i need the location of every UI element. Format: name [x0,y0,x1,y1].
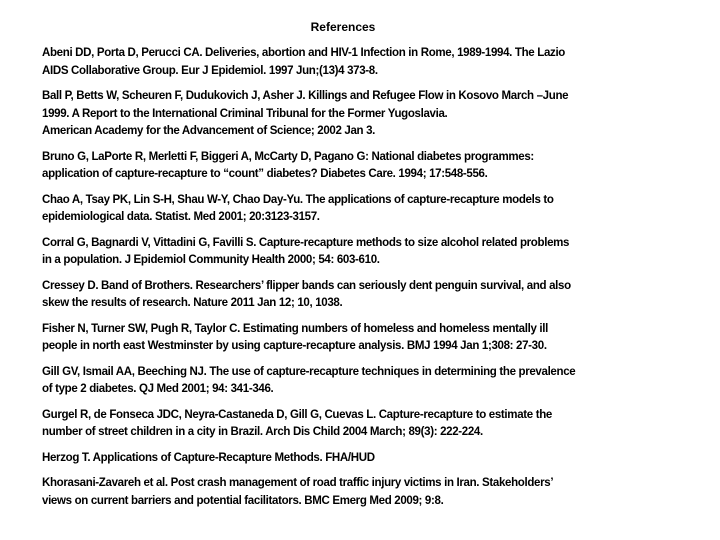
page-title: References [310,20,376,34]
reference-line: Herzog T. Applications of Capture-Recapture Methods. FHA/HUD [42,449,375,464]
reference-entry [42,449,702,467]
reference-line: Corral G, Bagnardi V, Vittadini G, Favilli S. Capture-recapture methods to size alcohol related problems [42,234,570,249]
reference-list [42,44,702,517]
reference-line: number of street children in a city in Brazil. Arch Dis Child 2004 March; 89(3): 222-224. [42,424,483,438]
reference-line: Khorasani-Zavareh et al. Post crash management of road traffic injury victims in Iran. Stakeholders’ [42,475,554,489]
reference-entry [42,406,702,441]
reference-line: application of capture-recapture to “count” diabetes? Diabetes Care. 1994; 17:548-556. [42,166,488,180]
reference-line: Gurgel R, de Fonseca JDC, Neyra-Castaneda D, Gill G, Cuevas L. Capture-recapture to estimate the [42,406,552,421]
reference-entry [42,87,702,140]
reference-line: Abeni DD, Porta D, Perucci CA. Deliveries, abortion and HIV-1 Infection in Rome, 1989-1994. The Lazio [42,45,566,59]
reference-line: epidemiological data. Statist. Med 2001; 20:3123-3157. [42,209,320,223]
reference-line: Cressey D. Band of Brothers. Researchers’ flipper bands can seriously dent penguin survival, and also [42,277,571,292]
reference-entry [42,474,702,509]
reference-entry [42,148,702,183]
reference-line: Gill GV, Ismail AA, Beeching NJ. The use of capture-recapture techniques in determining the prevalence [42,363,576,378]
reference-line: Bruno G, LaPorte R, Merletti F, Biggeri A, McCarty D, Pagano G: National diabetes programmes: [42,148,534,163]
reference-line: people in north east Westminster by using capture-recapture analysis. BMJ 1994 Jan 1;308: 27-30. [42,338,547,352]
reference-line: Fisher N, Turner SW, Pugh R, Taylor C. Estimating numbers of homeless and homeless mentally ill [42,320,549,335]
reference-entry [42,191,702,226]
reference-line: views on current barriers and potential facilitators. BMC Emerg Med 2009; 9:8. [42,492,444,507]
reference-line: skew the results of research. Nature 2011 Jan 12; 10, 1038. [42,295,343,309]
reference-entry [42,277,702,312]
reference-entry [42,320,702,355]
reference-line: AIDS Collaborative Group. Eur J Epidemiol. 1997 Jun;(13)4 373-8. [42,62,378,77]
reference-line: in a population. J Epidemiol Community Health 2000; 54: 603-610. [42,252,380,266]
reference-line: of type 2 diabetes. QJ Med 2001; 94: 341-346. [42,381,274,395]
reference-line: American Academy for the Advancement of Science; 2002 Jan 3. [42,123,376,137]
reference-entry [42,363,702,398]
reference-line: Chao A, Tsay PK, Lin S-H, Shau W-Y, Chao Day-Yu. The applications of capture-recapture models to [42,191,554,206]
reference-line: 1999. A Report to the International Criminal Tribunal for the Former Yugoslavia. [42,105,448,120]
reference-entry [42,44,702,79]
reference-entry [42,234,702,269]
reference-line: Ball P, Betts W, Scheuren F, Dudukovich J, Asher J. Killings and Refugee Flow in Kosovo March –June [42,88,569,102]
